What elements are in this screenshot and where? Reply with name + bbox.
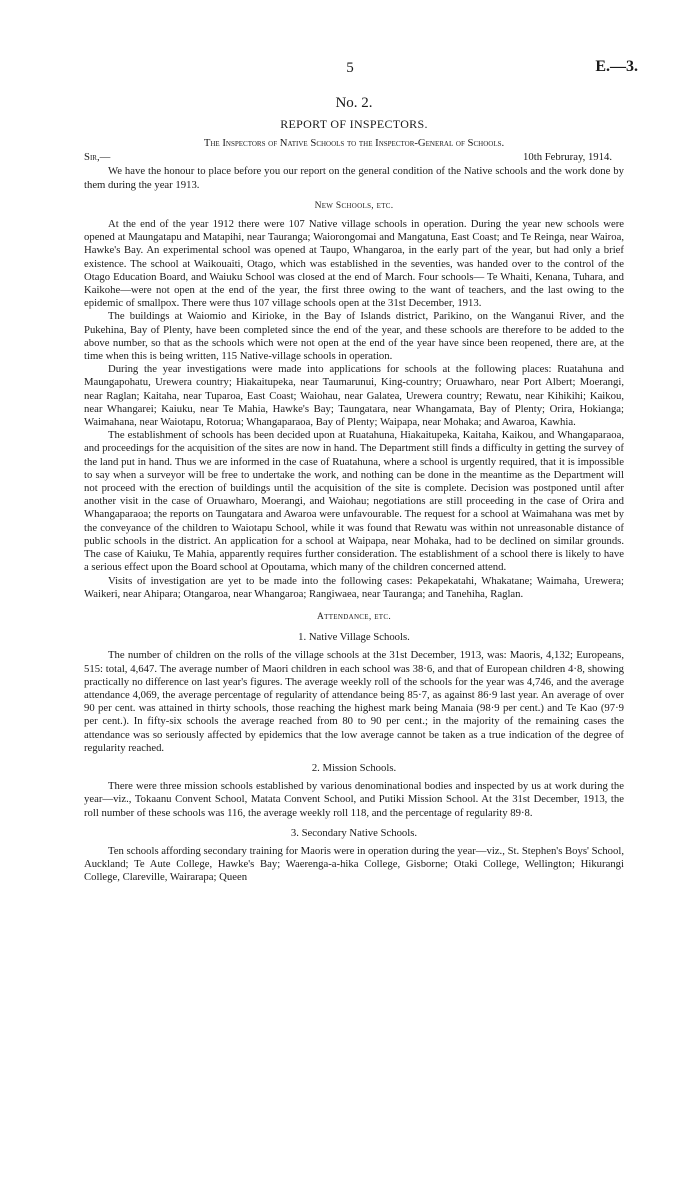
paragraph: The buildings at Waiomio and Kirioke, in the Bay of Islands district, Parikino, on the Wanganui River, and the Pukehina, Bay of Plenty, have been completed since the end of the year, and these schools are therefore to be added to the above number, so that as the schools which were not open at the end of the year have since been reopened, there are, at the time when this is being written, 115 Native-village schools in operation. (84, 310, 624, 363)
section-heading-new-schools: New Schools, etc. (314, 200, 394, 211)
paragraph: At the end of the year 1912 there were 107 Native village schools in operation. During the year new schools were opened at Maungatapu and Matapihi, near Tauranga; Waiorongomai and Mangatuna, East Coast; and Te Reinga, near Wairoa, Hawke's Bay. An experimental school was opened at Taupo, Whangaroa, in the early part of the year, but had only a brief existence. The school at Waikouaiti, Otago, which was established in the seventies, was handed over to the control of the Otago Education Board, and Waiuku School was closed at the end of March. Four schools— Te Whaiti, Kenana, Tuhara, and Kaikohe—were not open at the end of the year, the first three owing to the want of teachers, and the last owing to the epidemic of smallpox. There were thus 107 village schools open at the 31st December, 1913. (84, 218, 624, 310)
subsection-heading: 3. Secondary Native Schools. (290, 826, 418, 839)
section-heading-attendance: Attendance, etc. (317, 611, 391, 622)
report-number: No. 2. (335, 95, 373, 111)
paragraph: During the year investigations were made into applications for schools at the following places: Ruatahuna and Maungapohatu, Urewera country; Hiakaitupeka, near Taumarunui, King-country; Oruawharo, near Port Albert; Moerangi, near Raglan; Kaitaha, near Tuparoa, East Coast; Waiohau, near Galatea, Urewera country; Rewatu, near Kihikihi; Kaikou, near Whangarei; Kaiuku, near Te Mahia, Hawke's Bay; Taungatara, near Whangamata, Bay of Plenty; Orira, Hokianga; Waimahana, near Waiotapu, Rotorua; Whangaparaoa, Bay of Plenty; Waipapa, near Mohaka; and Awaroa, Kawhia. (84, 363, 624, 429)
salutation-line (84, 151, 624, 164)
paragraph: Ten schools affording secondary training for Maoris were in operation during the year—viz., St. Stephen's Boys' School, Auckland; Te Aute College, Hawke's Bay; Waerenga-a-hika College, Gisborne; Otaki College, Wellington; Hikurangi College, Clareville, Wairarapa; Queen (84, 844, 624, 884)
report-addressee: The Inspectors of Native Schools to the Inspector-General of Schools. (203, 137, 505, 150)
document-reference: E.—3. (595, 58, 638, 75)
paragraph: Visits of investigation are yet to be made into the following cases: Pekapekatahi, Whakatane; Waimaha, Urewera; Waikeri, near Ahipara; Otangaroa, near Whangaroa; Rangiwaea, near Tauranga; and Tanehiha, Raglan. (84, 574, 624, 600)
page-number: 5 (346, 60, 354, 76)
intro-paragraph: We have the honour to place before you our report on the general condition of the Native schools and the work done by them during the year 1913. (84, 165, 624, 191)
subsection-heading: 1. Native Village Schools. (298, 631, 410, 644)
report-title: REPORT OF INSPECTORS. (280, 117, 428, 131)
paragraph: There were three mission schools established by various denominational bodies and inspected by us at work during the year—viz., Tokaanu Convent School, Matata Convent School, and Putiki Mission School. At the 31st December, 1913, the roll number of these schools was 116, the average weekly roll 118, and the percentage of regularity 89·8. (84, 780, 624, 819)
salutation: Sir,— (84, 151, 111, 164)
subsection-heading: 2. Mission Schools. (311, 761, 397, 774)
paragraph: The establishment of schools has been decided upon at Ruatahuna, Hiakaitupeka, Kaitaha, Kaikou, and Whangaparaoa, and proceedings for the acquisition of the sites are now in hand. The Department still finds a difficulty in getting the survey of the land put in hand. Thus we are informed in the case of Ruatahuna, where a school is urgently required, that it is impossible to say when a surveyor will be free to undertake the work, and nothing can be done in the meantime as the Department will not proceed with the erection of buildings until the acquisition of the site is complete. Decision was postponed until after another visit in the case of Oruawharo, Moerangi, and Waiohau; negotiations are still proceeding in the case of Orira and Whangaparaoa; the reports on Taungatara and Awaroa were unfavourable. The request for a school at Waimahana was met by the conveyance of the children to Waiotapu School, while it was found that Rewatu was within not unreasonable distance of public schools in the district. An application for a school at Waipapa, near Mohaka, had to be declined on similar grounds. The case of Kaiuku, Te Mahia, apparently requires further consideration. The establishment of a school there is likely to have a serious effect upon the Board school at Opoutama, which many of the children concerned attend. (84, 429, 624, 574)
paragraph: The number of children on the rolls of the village schools at the 31st December, 1913, was: Maoris, 4,132; Europeans, 515: total, 4,647. The average number of Maori children in each school was 38·6, and that of European children 4·8, showing practically no difference on last year's figures. The average weekly roll of the schools for the year was 4,746, and the average attendance 4,069, the average percentage of regularity of attendance being 85·7, as against 86·9 last year. An average of over 90 per cent. was attained in thirty schools, those reaching the highest mark being Manaia (98·9 per cent.) and Te Kao (97·9 per cent.). In fifty-six schools the average reached from 80 to 90 per cent.; in the majority of the remaining cases the attendance was so seriously affected by epidemics that the low average cannot be taken as a true indication of the degree of regularity reached. (84, 649, 624, 754)
report-body (84, 94, 624, 885)
report-date: 10th Februray, 1914. (523, 151, 612, 164)
